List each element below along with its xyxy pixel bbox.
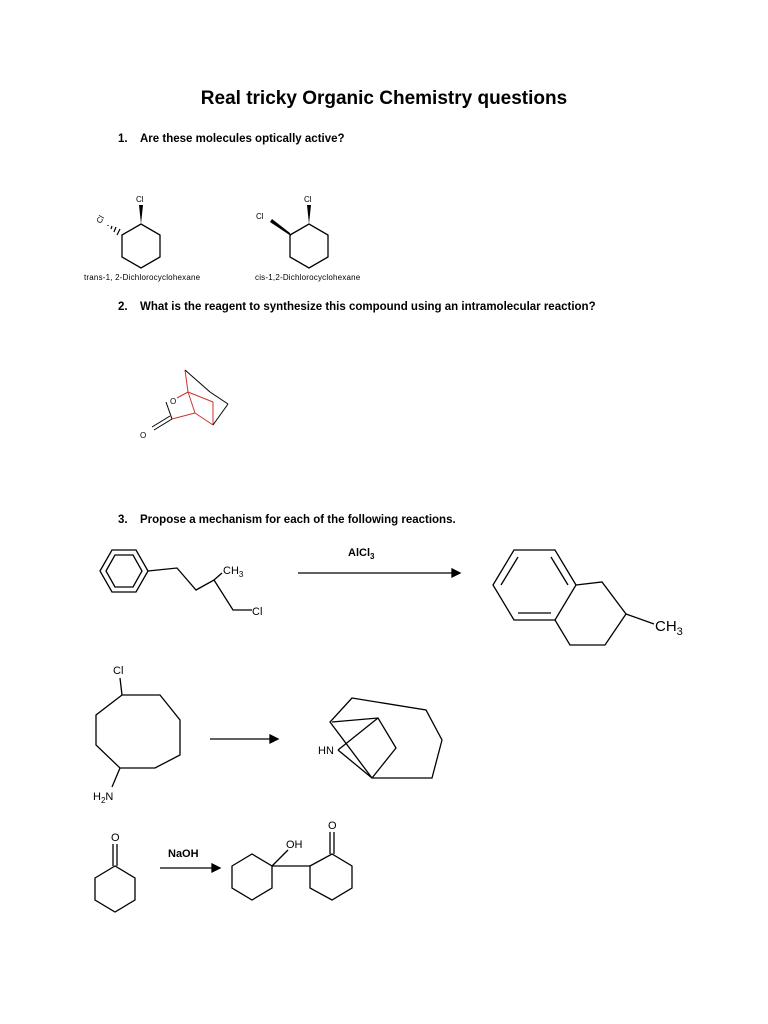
wedge-bond-cis <box>307 205 311 224</box>
reagent-naoh: NaOH <box>168 848 199 860</box>
question-1-text: Are these molecules optically active? <box>140 133 345 145</box>
page-title: Real tricky Organic Chemistry questions <box>200 88 568 109</box>
ch3-product-text: CH <box>655 618 677 635</box>
caption-trans-dichlorocyclohexane: trans-1, 2-Dichlorocyclohexane <box>84 273 201 282</box>
o-label-lactone-carbonyl: O <box>140 431 147 440</box>
cl-bond <box>120 678 122 695</box>
bicyclic-bridge <box>332 718 396 778</box>
hash-bond-trans <box>108 225 120 235</box>
cl-label-cyclooctane: Cl <box>113 665 124 677</box>
reaction-2-product <box>330 698 442 778</box>
question-3-number: 3. <box>118 514 128 526</box>
cis-dichlorocyclohexane-structure <box>270 205 328 268</box>
bicyclic-outer-ring <box>330 698 442 778</box>
h2n-label-sub: 2 <box>100 796 106 805</box>
reagent-alcl3-text: AlCl <box>348 547 370 559</box>
reaction-1-arrow <box>298 569 460 577</box>
ch3-label-product <box>655 618 683 638</box>
hn-label: HN <box>318 745 334 757</box>
ch3-label-reactant <box>223 565 244 579</box>
benzene-ring-reactant <box>100 550 148 592</box>
reaction-3-arrow <box>160 864 220 872</box>
benzene-inner-ring-reactant <box>106 555 142 587</box>
question-2-number: 2. <box>118 301 128 313</box>
reagent-alcl3-sub: 3 <box>370 552 375 561</box>
reaction-1-product <box>493 550 654 645</box>
cl-label-trans-side: Cl <box>94 213 107 225</box>
cl-label-trans-top: Cl <box>136 195 144 204</box>
question-2-text: What is the reagent to synthesize this compound using an intramolecular reaction? <box>140 301 596 313</box>
o-label-reactant-ketone: O <box>111 832 120 844</box>
benzene-ring-product <box>493 550 576 620</box>
amine-bond <box>112 768 120 787</box>
cyclohexanol-ring <box>232 854 272 900</box>
reagent-alcl3 <box>348 547 375 561</box>
seven-membered-ring <box>555 582 626 645</box>
reaction-3-reactant <box>95 844 135 912</box>
reaction-2-reactant <box>96 678 180 787</box>
o-label-product-ketone: O <box>328 820 337 832</box>
h2n-label-h: H <box>93 791 101 803</box>
cyclohexane-ring-trans <box>122 224 160 268</box>
trans-dichlorocyclohexane-structure <box>108 205 160 268</box>
cyclooctane-ring <box>96 695 180 768</box>
cl-label-reactant: Cl <box>252 606 263 618</box>
ch3-product-sub: 3 <box>676 626 683 638</box>
ch3-reactant-sub: 3 <box>238 570 244 579</box>
question-3-text: Propose a mechanism for each of the following reactions. <box>140 514 456 526</box>
bicyclic-lactone-structure <box>152 370 228 430</box>
cyclohexane-ring-cis <box>290 224 328 268</box>
cyclohexanone-ring <box>95 866 135 912</box>
reaction-2-arrow <box>210 735 278 743</box>
methyl-bond-reactant <box>214 573 222 580</box>
wedge-bond-trans <box>139 205 143 224</box>
ch3-reactant-text: CH <box>223 565 239 577</box>
cyclohexanone-ring-product <box>310 854 352 900</box>
cl-label-cis-side: Cl <box>256 212 264 221</box>
h2n-label <box>93 791 113 805</box>
oh-label: OH <box>286 839 303 851</box>
o-label-lactone-ring: O <box>170 397 177 406</box>
caption-cis-dichlorocyclohexane: cis-1,2-Dichlorocyclohexane <box>255 273 361 282</box>
cl-label-cis-top: Cl <box>304 195 312 204</box>
methyl-bond-product <box>626 614 654 624</box>
question-1-number: 1. <box>118 133 128 145</box>
wedge-bond-cis-2 <box>270 219 291 236</box>
reaction-1-reactant <box>100 550 252 610</box>
h2n-label-n: N <box>105 791 114 803</box>
